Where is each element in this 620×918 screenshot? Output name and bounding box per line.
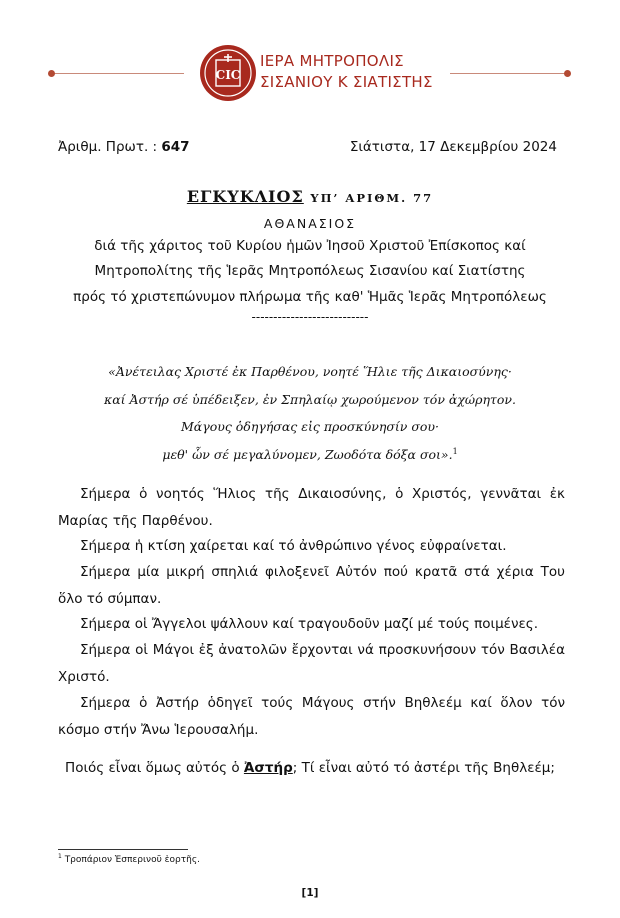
metropolis-logo-icon <box>199 44 257 102</box>
footnote-reference[interactable]: 1 <box>452 447 458 456</box>
footnote <box>58 853 200 865</box>
separator-dashes: --------------------------- <box>251 310 369 324</box>
header-rule-right <box>450 73 566 74</box>
logo-letters: CIC <box>215 68 241 82</box>
intro-line-2: Μητροπολίτης τῆς Ἱερᾶς Μητροπόλεως Σισανίου καί Σιατίστης <box>94 263 526 279</box>
header-rule-left <box>52 73 184 74</box>
hymn-line-2: καί Ἀστήρ σέ ὑπέδειξεν, ἐν Σπηλαίῳ χωρούμενον τόν ἀχώρητον. <box>104 392 516 407</box>
footnote-separator <box>58 849 188 850</box>
paragraph-3 <box>58 559 565 613</box>
footnote-mark: 1 <box>58 853 62 860</box>
brand-line-1: ΙΕΡΑ ΜΗΤΡΟΠΟΛΙΣ <box>260 52 404 70</box>
title-sub: ΥΠ’ ΑΡΙΘΜ. 77 <box>310 191 434 205</box>
protocol-number <box>58 139 190 155</box>
paragraph-4-text: Σήμερα οἱ Ἄγγελοι ψάλλουν καί τραγουδοῦν μαζί μέ τούς ποιμένες. <box>80 616 539 632</box>
question-before: Ποιός εἶναι ὅμως αὐτός ὁ <box>65 760 244 776</box>
paragraph-1-text: Σήμερα ὁ νοητός Ἥλιος τῆς Δικαιοσύνης, ὁ Χριστός, γεννᾶται ἐκ Μαρίας τῆς Παρθένου. <box>58 486 565 529</box>
hymn-line-4 <box>0 447 620 462</box>
hymn-line-4-text: μεθ' ὧν σέ μεγαλύνομεν, Ζωοδότα δόξα σοι». <box>162 447 453 463</box>
document-title <box>0 187 620 206</box>
protocol-label: Ἀριθμ. Πρωτ. : <box>58 139 158 155</box>
header-ornament-left <box>48 70 55 77</box>
hymn-line-3: Μάγους ὁδηγήσας εἰς προσκύνησίν σου· <box>181 419 439 434</box>
hymn-line-1: «Ἀνέτειλας Χριστέ ἐκ Παρθένου, νοητέ Ἥλιε τῆς Δικαιοσύνης· <box>108 364 512 379</box>
paragraph-6 <box>58 690 565 744</box>
paragraph-3-text: Σήμερα μία μικρή σπηλιά φιλοξενεῖ Αὐτόν πού κρατᾶ στά χέρια Του ὅλο τό σύμπαν. <box>58 564 565 607</box>
footnote-text: Τροπάριον Ἑσπερινοῦ ἑορτῆς. <box>61 855 201 865</box>
intro-line-3: πρός τό χριστεπώνυμον πλήρωμα τῆς καθ' Ἡμᾶς Ἱερᾶς Μητροπόλεως <box>73 289 547 305</box>
paragraph-6-text: Σήμερα ὁ Ἀστήρ ὁδηγεῖ τούς Μάγους στήν Βηθλεέμ καί ὅλον τόν κόσμο στήν Ἄνω Ἱερουσαλήμ. <box>58 695 565 738</box>
paragraph-5-text: Σήμερα οἱ Μάγοι ἐξ ἀνατολῶν ἔρχονται νά προσκυνήσουν τόν Βασιλέα Χριστό. <box>58 642 565 685</box>
paragraph-1 <box>58 481 565 535</box>
paragraph-4 <box>58 611 565 638</box>
page-number: [1] <box>301 887 319 899</box>
paragraph-2 <box>58 533 565 560</box>
question-line <box>0 760 620 776</box>
question-after: ; Τί εἶναι αὐτό τό ἀστέρι τῆς Βηθλεέμ; <box>292 760 555 776</box>
intro-line-1: διά τῆς χάριτος τοῦ Κυρίου ἡμῶν Ἰησοῦ Χριστοῦ Ἐπίσκοπος καί <box>94 238 526 254</box>
place-date: Σιάτιστα, 17 Δεκεμβρίου 2024 <box>349 139 557 155</box>
paragraph-5 <box>58 637 565 691</box>
question-star-word: Ἀστήρ <box>243 760 293 776</box>
header-ornament-right <box>564 70 571 77</box>
paragraph-2-text: Σήμερα ἡ κτίση χαίρεται καί τό ἀνθρώπινο γένος εὐφραίνεται. <box>80 538 507 554</box>
bishop-name: ΑΘΑΝΑΣΙΟΣ <box>263 216 357 231</box>
protocol-value: 647 <box>161 139 190 155</box>
brand-line-2: ΣΙΣΑΝΙΟΥ Κ ΣΙΑΤΙΣΤΗΣ <box>260 73 433 91</box>
title-main: ΕΓΚΥΚΛΙΟΣ <box>186 187 304 206</box>
